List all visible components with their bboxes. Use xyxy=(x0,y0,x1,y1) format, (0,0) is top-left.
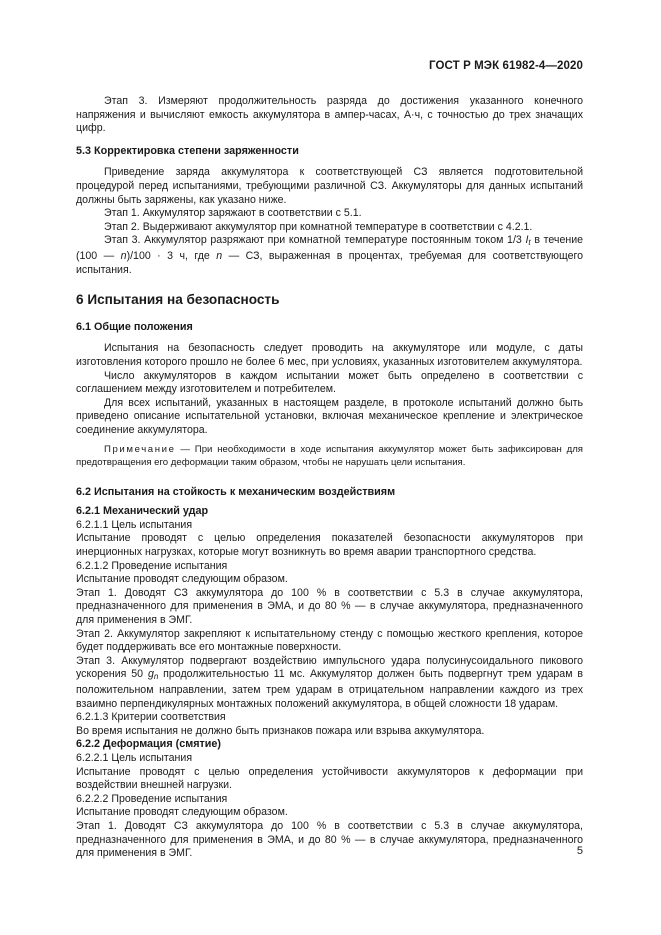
paragraph: Во время испытания не должно быть признаков пожара или взрыва аккумулятора. xyxy=(76,724,485,737)
acceleration-symbol: g xyxy=(147,668,154,681)
current-subscript: t xyxy=(528,238,531,248)
page-body xyxy=(76,95,583,861)
section-heading-6-2: 6.2 Испытания на стойкость к механическим воздействиям xyxy=(76,485,396,498)
paragraph: 6.2.1.1 Цель испытания xyxy=(76,518,193,531)
paragraph: Этап 1. Доводят СЗ аккумулятора до 100 % в соответствии с 5.3 в случае аккумулятора, предназначенного для применения в ЭМА, и до 80 % — в случае аккумулятора, предназначенного для применения в ЭМГ. xyxy=(76,586,583,626)
section-heading-6-1: 6.1 Общие положения xyxy=(76,320,193,333)
section-heading-5-3: 5.3 Корректировка степени заряженности xyxy=(76,144,299,157)
section-heading-6: 6 Испытания на безопасность xyxy=(76,292,280,308)
paragraph: Этап 1. Доводят СЗ аккумулятора до 100 % в соответствии с 5.3 в случае аккумулятора, предназначенного для применения в ЭМА, и до 80 % — в случае аккумулятора, предназначенного для применения в ЭМГ. xyxy=(76,819,583,860)
note xyxy=(76,444,583,469)
variable-n: n xyxy=(216,249,223,262)
paragraph: Испытание проводят с целью определения показателей безопасности аккумуляторов при инерционных нагрузках, которые могут возникнуть во время аварии транспортного средства. xyxy=(76,532,583,559)
paragraph: Этап 1. Аккумулятор заряжают в соответствии с 5.1. xyxy=(104,207,362,220)
paragraph: 6.2.2.2 Проведение испытания xyxy=(76,792,228,805)
paragraph: Испытание проводят следующим образом. xyxy=(76,573,288,586)
paragraph: Число аккумуляторов в каждом испытании может быть определено в соответствии с соглашением между изготовителем и потребителем. xyxy=(76,369,583,396)
paragraph: Испытание проводят с целью определения устойчивости аккумуляторов к деформации при воздействии внешней нагрузки. xyxy=(76,765,583,792)
paragraph: Этап 2. Аккумулятор закрепляют к испытательному стенду с помощью жесткого крепления, которое будет поддерживать все его монтажные поверхности. xyxy=(76,627,583,654)
subsection-heading-6-2-2: 6.2.2 Деформация (смятие) xyxy=(76,738,222,751)
subsection-heading-6-2-1: 6.2.1 Механический удар xyxy=(76,505,209,518)
paragraph: Испытание проводят следующим образом. xyxy=(76,806,288,819)
paragraph-formula xyxy=(76,234,583,277)
paragraph: 6.2.2.1 Цель испытания xyxy=(76,751,193,764)
text-run: Этап 3. Аккумулятор подвергают воздействию импульсного удара полусинусоидального пикового ускорения 50 xyxy=(76,654,583,681)
note-text: — При необходимости в ходе испытания аккумулятор может быть зафиксирован для предотвращения его деформации таким образом, чтобы не нарушать цели испытания. xyxy=(76,444,583,469)
text-run: — СЗ, выраженная в процентах, требуемая для соответствующего испытания. xyxy=(76,249,583,276)
paragraph: Испытания на безопасность следует проводить на аккумуляторе или модуле, с даты изготовления которого прошло не более 6 мес, при условиях, указанных изготовителем аккумулятора. xyxy=(76,342,583,368)
text-run: в течение (100 — xyxy=(76,234,584,262)
acceleration-subscript: n xyxy=(153,672,159,682)
paragraph: Для всех испытаний, указанных в настоящем разделе, в протоколе испытаний должно быть приведено описание испытательной установки, включая механическое крепление и электрическое соединение аккумулятора. xyxy=(76,396,583,436)
paragraph: Этап 3. Измеряют продолжительность разряда до достижения указанного конечного напряжения и вычисляют емкость аккумулятора в ампер-часах, А·ч, с точностью до трех значащих цифр. xyxy=(76,95,583,135)
standard-header: ГОСТ Р МЭК 61982-4—2020 xyxy=(429,60,583,72)
paragraph: 6.2.1.3 Критерии соответствия xyxy=(76,711,226,724)
paragraph: Этап 2. Выдерживают аккумулятор при комнатной температуре в соответствии с 4.2.1. xyxy=(104,220,533,233)
variable-n: n xyxy=(120,249,127,262)
page-number: 5 xyxy=(576,845,583,857)
paragraph: 6.2.1.2 Проведение испытания xyxy=(76,559,228,572)
text-run: Этап 3. Аккумулятор разряжают при комнатной температуре постоянным током 1/3 xyxy=(104,234,526,247)
text-run: )/100 · 3 ч, где xyxy=(126,249,217,262)
paragraph: Приведение заряда аккумулятора к соответствующей СЗ является подготовительной процедурой перед испытаниями, требующими различной СЗ. Аккумуляторы для данных испытаний должны быть заряжены, как указано ниже. xyxy=(76,166,583,206)
current-symbol: I xyxy=(525,234,529,247)
paragraph-formula xyxy=(76,655,583,711)
note-label: Примечание xyxy=(104,444,176,456)
text-run: продолжительностью 11 мс. Аккумулятор должен быть подвергнут трем ударам в положительном направлении, затем трем ударам в отрицательном направлении каждого из трех взаимно перпендикулярных монтажных положений аккумулятора, в общей сложности 18 ударам. xyxy=(76,668,583,710)
